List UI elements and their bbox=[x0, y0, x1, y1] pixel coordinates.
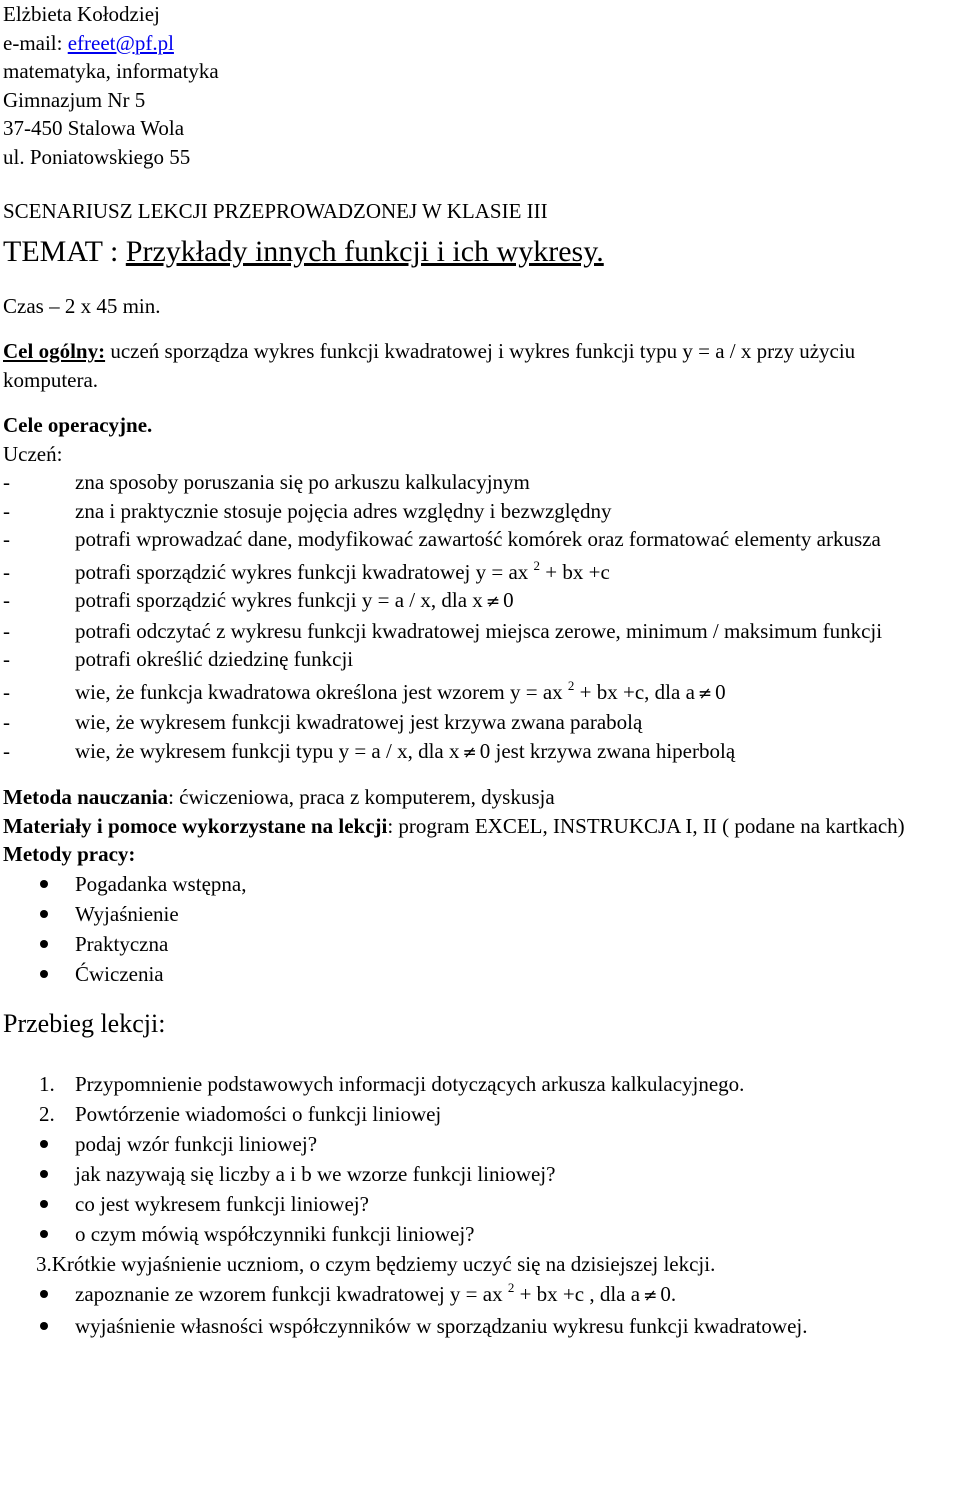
step3-heading: 3.Krótkie wyjaśnienie uczniom, o czym będziemy uczyć się na dzisiejszej lekcji. bbox=[36, 1251, 716, 1276]
operational-goals-list bbox=[3, 468, 955, 767]
topic-heading bbox=[3, 232, 955, 272]
list-item: zapoznanie ze wzorem funkcji kwadratowej y = ax $^2$ + bx +c , dla a ≠ 0. bbox=[3, 1279, 955, 1311]
list-item: Wyjaśnienie bbox=[3, 899, 955, 929]
school-street: ul. Poniatowskiego 55 bbox=[3, 144, 191, 169]
bullet-icon bbox=[40, 970, 48, 978]
list-item: Pogadanka wstępna, bbox=[3, 869, 955, 899]
document-page bbox=[3, 0, 955, 1341]
lesson-time: Czas – 2 x 45 min. bbox=[3, 293, 161, 318]
list-item: Praktyczna bbox=[3, 929, 955, 959]
topic-title: Przykłady innych funkcji i ich wykresy. bbox=[125, 234, 604, 268]
materials bbox=[3, 812, 955, 841]
lesson-plan-heading: Przebieg lekcji: bbox=[3, 1008, 166, 1038]
materials-label: Materiały i pomoce wykorzystane na lekcji bbox=[3, 813, 388, 838]
bullet-icon bbox=[40, 1230, 48, 1238]
list-item: - potrafi sporządzić wykres funkcji y = a / x, dla x ≠ 0 bbox=[3, 588, 514, 612]
bullet-icon bbox=[40, 1322, 48, 1330]
not-equal-sign: ≠ bbox=[697, 683, 713, 704]
step2-questions bbox=[3, 1129, 955, 1249]
list-item: - potrafi określić dziedzinę funkcji bbox=[3, 647, 354, 671]
general-goal-label: Cel ogólny: bbox=[3, 339, 106, 363]
list-item: jak nazywają się liczby a i b we wzorze funkcji liniowej? bbox=[3, 1159, 955, 1189]
email-label: e-mail: bbox=[3, 30, 68, 55]
work-methods-list bbox=[3, 869, 955, 989]
teaching-method-text: : ćwiczeniowa, praca z komputerem, dyskusja bbox=[168, 785, 555, 809]
list-item: o czym mówią współczynniki funkcji liniowej? bbox=[3, 1219, 955, 1249]
general-goal bbox=[3, 337, 955, 394]
list-item: co jest wykresem funkcji liniowej? bbox=[3, 1189, 955, 1219]
list-item: - wie, że wykresem funkcji kwadratowej jest krzywa zwana parabolą bbox=[3, 710, 643, 734]
step3-items bbox=[3, 1279, 955, 1341]
operational-goals-label: Cele operacyjne. bbox=[3, 413, 153, 437]
bullet-icon bbox=[40, 910, 48, 918]
list-item: - potrafi sporządzić wykres funkcji kwadratowej y = ax $^2$ + bx +c bbox=[3, 557, 610, 584]
list-item: - wie, że wykresem funkcji typu y = a / x, dla x ≠ 0 jest krzywa zwana hiperbolą bbox=[3, 738, 736, 763]
topic-label: TEMAT : bbox=[3, 234, 126, 268]
author-name: Elżbieta Kołodziej bbox=[3, 2, 160, 26]
list-item: podaj wzór funkcji liniowej? bbox=[3, 1129, 955, 1159]
list-item: Ćwiczenia bbox=[3, 959, 955, 989]
list-item: 1. Przypomnienie podstawowych informacji dotyczących arkusza kalkulacyjnego. bbox=[39, 1071, 745, 1096]
work-methods-label: Metody pracy: bbox=[3, 842, 136, 866]
bullet-icon bbox=[40, 1200, 48, 1208]
not-equal-sign: ≠ bbox=[485, 592, 501, 612]
author-header bbox=[3, 0, 955, 171]
teaching-method bbox=[3, 783, 955, 812]
not-equal-sign: ≠ bbox=[643, 1285, 658, 1306]
bullet-icon bbox=[40, 940, 48, 948]
lesson-steps bbox=[3, 1069, 955, 1341]
list-item: - potrafi wprowadzać dane, modyfikować zawartość komórek oraz formatować elementy arkusza bbox=[3, 527, 881, 551]
teaching-method-label: Metoda nauczania bbox=[3, 785, 169, 809]
list-item: - zna i praktycznie stosuje pojęcia adres względny i bezwzględny bbox=[3, 498, 612, 523]
lesson-steps-list bbox=[3, 1069, 955, 1129]
author-email-line bbox=[3, 29, 955, 58]
school-name: Gimnazjum Nr 5 bbox=[3, 87, 146, 112]
list-item: - zna sposoby poruszania się po arkuszu kalkulacyjnym bbox=[3, 470, 530, 494]
student-label: Uczeń: bbox=[3, 441, 63, 466]
scenario-heading: SCENARIUSZ LEKCJI PRZEPROWADZONEJ W KLASIE III bbox=[3, 199, 548, 223]
school-city: 37-450 Stalowa Wola bbox=[3, 116, 185, 140]
bullet-icon bbox=[40, 880, 48, 888]
list-item: - potrafi odczytać z wykresu funkcji kwadratowej miejsca zerowe, minimum / maksimum funkcji bbox=[3, 618, 883, 643]
list-item: - wie, że funkcja kwadratowa określona jest wzorem y = ax $^2$ + bx +c, dla a ≠ 0 bbox=[3, 677, 726, 704]
list-item: 2. Powtórzenie wiadomości o funkcji liniowej bbox=[39, 1101, 442, 1126]
not-equal-sign: ≠ bbox=[462, 742, 477, 763]
bullet-icon bbox=[40, 1170, 48, 1178]
bullet-icon bbox=[40, 1290, 48, 1298]
email-link[interactable]: efreet@pf.pl bbox=[67, 30, 174, 55]
list-item: wyjaśnienie własności współczynników w sporządzaniu wykresu funkcji kwadratowej. bbox=[3, 1311, 955, 1341]
author-subjects: matematyka, informatyka bbox=[3, 59, 219, 83]
materials-text: : program EXCEL, INSTRUKCJA I, II ( podane na kartkach) bbox=[387, 813, 905, 838]
bullet-icon bbox=[40, 1140, 48, 1148]
general-goal-text: uczeń sporządza wykres funkcji kwadratowej i wykres funkcji typu y = a / x przy użyciu komputera. bbox=[3, 339, 856, 392]
